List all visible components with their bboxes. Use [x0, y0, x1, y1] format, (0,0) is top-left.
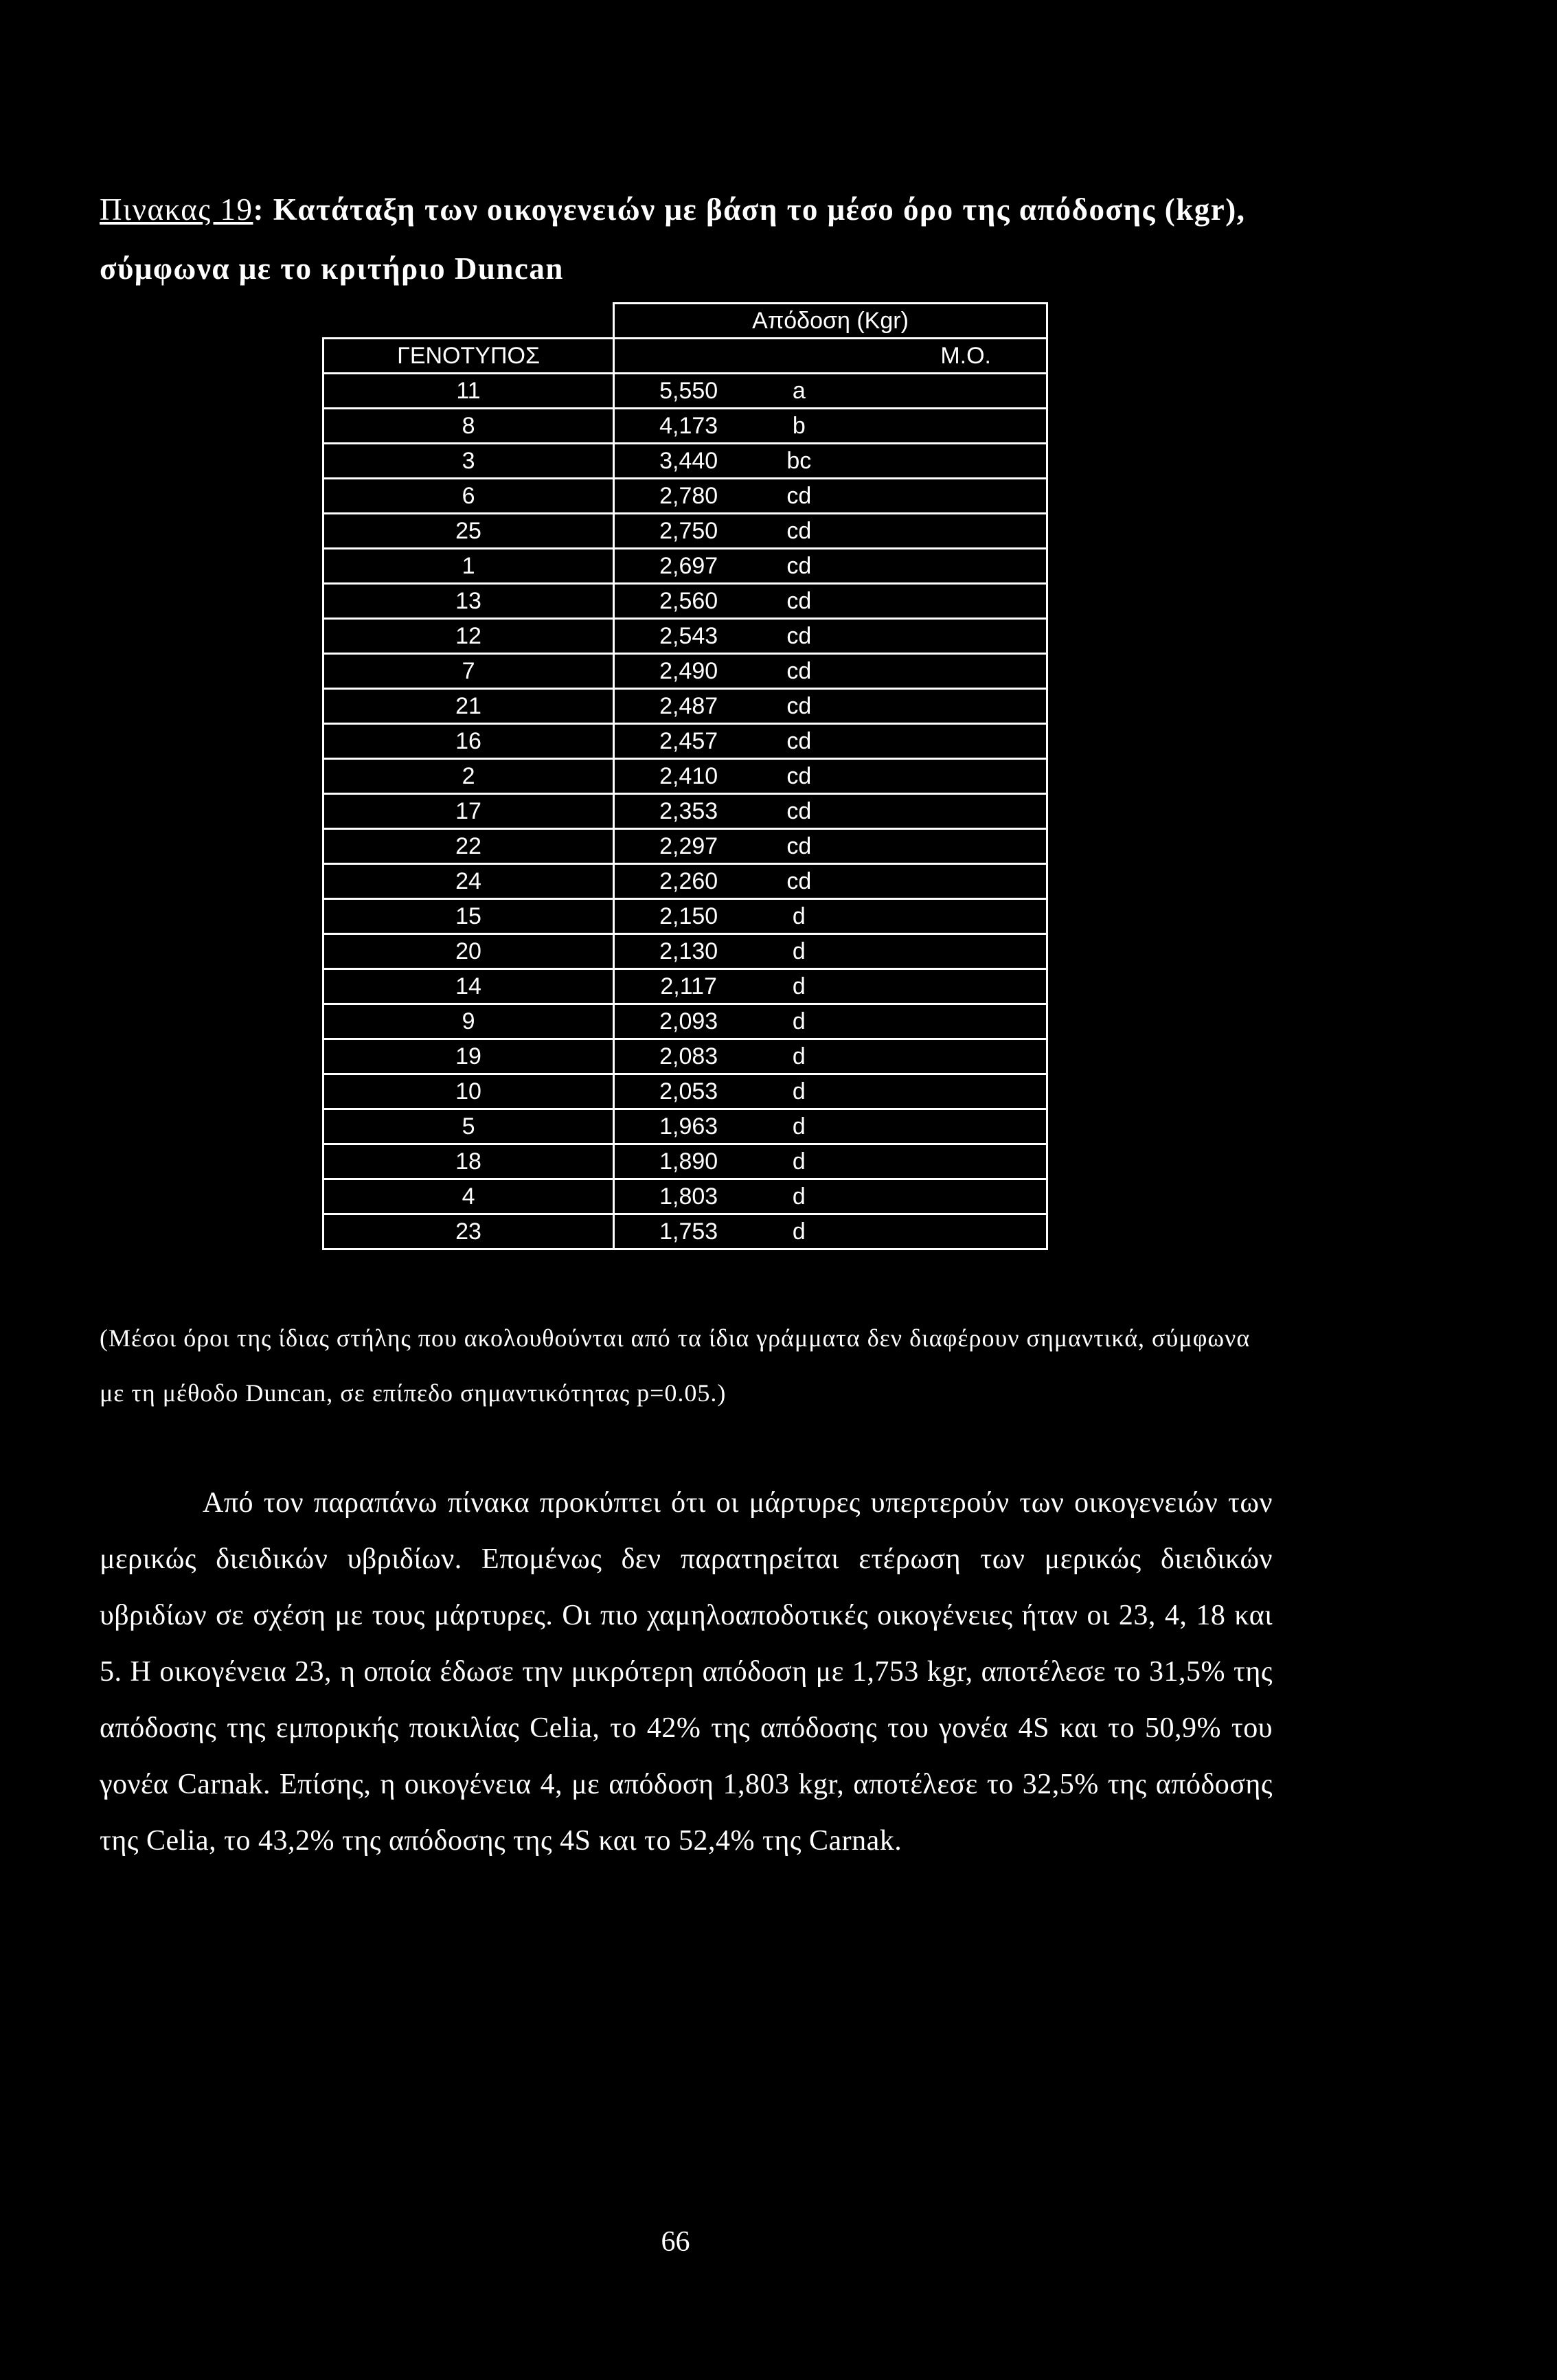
page-number: 66: [661, 2226, 690, 2258]
genotype-cell: 1: [323, 549, 614, 584]
table-row: [323, 1004, 1047, 1039]
group-letter: d: [792, 1078, 806, 1104]
mean-cell: 2,260: [614, 864, 763, 899]
genotype-cell: 3: [323, 444, 614, 479]
mean-cell: 2,353: [614, 794, 763, 829]
mean-cell: 2,457: [614, 724, 763, 759]
mean-cell: 2,083: [614, 1039, 763, 1074]
genotype-cell: 8: [323, 409, 614, 444]
group-cell: [762, 794, 1047, 829]
group-letter: d: [792, 903, 806, 929]
genotype-cell: 5: [323, 1109, 614, 1144]
table-row: [323, 724, 1047, 759]
mean-cell: 2,297: [614, 829, 763, 864]
group-cell: [762, 969, 1047, 1004]
group-cell: [762, 829, 1047, 864]
table-row: [323, 1144, 1047, 1179]
mean-cell: 1,803: [614, 1179, 763, 1214]
mean-cell: 5,550: [614, 374, 763, 409]
group-letter: cd: [786, 797, 812, 824]
table-row: [323, 549, 1047, 584]
table-row: [323, 654, 1047, 689]
mean-cell: 2,150: [614, 899, 763, 934]
table-row: [323, 1214, 1047, 1249]
genotype-cell: 23: [323, 1214, 614, 1249]
table-row: [323, 794, 1047, 829]
genotype-cell: 16: [323, 724, 614, 759]
group-letter: d: [792, 973, 806, 999]
group-letter: a: [792, 377, 806, 404]
table-header-row: [323, 339, 1047, 374]
group-cell: [762, 1004, 1047, 1039]
group-letter: d: [792, 1113, 806, 1140]
group-letter: d: [792, 1008, 806, 1034]
group-cell: [762, 1039, 1047, 1074]
mean-cell: 2,410: [614, 759, 763, 794]
table-row: [323, 479, 1047, 514]
mean-cell: 4,173: [614, 409, 763, 444]
mean-cell: 2,697: [614, 549, 763, 584]
group-letter: cd: [786, 587, 812, 614]
mean-cell: 1,963: [614, 1109, 763, 1144]
genotype-cell: 15: [323, 899, 614, 934]
empty-header-cell: [323, 304, 614, 339]
table-row: [323, 1179, 1047, 1214]
header-mean: Μ.Ο.: [614, 339, 1047, 374]
table-row: [323, 1109, 1047, 1144]
group-cell: [762, 584, 1047, 619]
table-row: [323, 969, 1047, 1004]
table-note: (Μέσοι όροι της ίδιας στήλης που ακολουθούνται από τα ίδια γράμματα δεν διαφέρουν σημαντικά, σύμφωνα με τη μέθοδο Duncan, σε επίπεδο σημαντικότητας p=0.05.): [100, 1324, 1251, 1407]
genotype-cell: 10: [323, 1074, 614, 1109]
group-letter: d: [792, 1218, 806, 1245]
group-letter: d: [792, 1043, 806, 1069]
genotype-cell: 20: [323, 934, 614, 969]
mean-cell: 2,093: [614, 1004, 763, 1039]
group-cell: [762, 899, 1047, 934]
table-row: [323, 759, 1047, 794]
genotype-cell: 13: [323, 584, 614, 619]
genotype-cell: 25: [323, 514, 614, 549]
genotype-cell: 22: [323, 829, 614, 864]
genotype-cell: 4: [323, 1179, 614, 1214]
group-cell: [762, 444, 1047, 479]
genotype-cell: 7: [323, 654, 614, 689]
group-cell: [762, 479, 1047, 514]
group-letter: cd: [786, 727, 812, 754]
mean-cell: 2,130: [614, 934, 763, 969]
mean-cell: 2,053: [614, 1074, 763, 1109]
group-letter: cd: [786, 622, 812, 649]
table-row: [323, 619, 1047, 654]
mean-cell: 1,753: [614, 1214, 763, 1249]
caption-label: Πινακας 19: [100, 192, 253, 227]
body-paragraph: Από τον παραπάνω πίνακα προκύπτει ότι οι μάρτυρες υπερτερούν των οικογενειών των μερικώς διειδικών υβριδίων. Επομένως δεν παρατηρείται ετέρωση των μερικώς διειδικών υβριδίων σε σχέση με τους μάρτυρες. Οι πιο χαμηλοαποδοτικές οικογένειες ήταν οι 23, 4, 18 και 5. Η οικογένεια 23, η οποία έδωσε την μικρότερη απόδοση με 1,753 kgr, αποτέλεσε το 31,5% της απόδοσης της εμπορικής ποικιλίας Celia, το 42% της απόδοσης του γονέα 4S και το 50,9% του γονέα Carnak. Επίσης, η οικογένεια 4, με απόδοση 1,803 kgr, αποτέλεσε το 32,5% της απόδοσης της Celia, το 43,2% της απόδοσης της 4S και το 52,4% της Carnak.: [100, 1487, 1273, 1857]
table-row: [323, 864, 1047, 899]
table-header-top-row: [323, 304, 1047, 339]
table-row: [323, 514, 1047, 549]
genotype-cell: 18: [323, 1144, 614, 1179]
group-cell: [762, 864, 1047, 899]
group-letter: cd: [786, 552, 812, 579]
mean-cell: 2,750: [614, 514, 763, 549]
group-letter: d: [792, 1183, 806, 1210]
mean-cell: 2,487: [614, 689, 763, 724]
group-letter: bc: [786, 447, 812, 474]
group-letter: cd: [786, 832, 812, 859]
mean-cell: 1,890: [614, 1144, 763, 1179]
group-cell: [762, 1144, 1047, 1179]
group-letter: cd: [786, 517, 812, 544]
group-cell: [762, 409, 1047, 444]
genotype-cell: 21: [323, 689, 614, 724]
mean-cell: 2,490: [614, 654, 763, 689]
group-cell: [762, 654, 1047, 689]
table-row: [323, 1074, 1047, 1109]
genotype-cell: 24: [323, 864, 614, 899]
group-cell: [762, 1179, 1047, 1214]
header-yield: Απόδοση (Kgr): [614, 304, 1047, 339]
group-cell: [762, 619, 1047, 654]
yield-table: [322, 302, 1048, 1250]
group-cell: [762, 689, 1047, 724]
caption-text: : Κατάταξη των οικογενειών με βάση το μέσο όρο της απόδοσης (kgr), σύμφωνα με το κριτήριο Duncan: [100, 192, 1246, 286]
table-row: [323, 409, 1047, 444]
group-letter: cd: [786, 762, 812, 789]
genotype-cell: 9: [323, 1004, 614, 1039]
table-row: [323, 584, 1047, 619]
table-row: [323, 689, 1047, 724]
group-cell: [762, 549, 1047, 584]
mean-cell: 2,780: [614, 479, 763, 514]
group-letter: cd: [786, 692, 812, 719]
group-letter: b: [792, 412, 806, 439]
group-letter: cd: [786, 868, 812, 894]
group-cell: [762, 514, 1047, 549]
genotype-cell: 11: [323, 374, 614, 409]
mean-cell: 2,560: [614, 584, 763, 619]
mean-cell: 3,440: [614, 444, 763, 479]
genotype-cell: 14: [323, 969, 614, 1004]
group-cell: [762, 374, 1047, 409]
mean-cell: 2,117: [614, 969, 763, 1004]
table-row: [323, 374, 1047, 409]
group-cell: [762, 1214, 1047, 1249]
group-letter: cd: [786, 482, 812, 509]
group-cell: [762, 724, 1047, 759]
group-cell: [762, 1074, 1047, 1109]
group-cell: [762, 759, 1047, 794]
genotype-cell: 12: [323, 619, 614, 654]
group-letter: d: [792, 1148, 806, 1175]
table-row: [323, 829, 1047, 864]
table-row: [323, 444, 1047, 479]
group-cell: [762, 934, 1047, 969]
table-row: [323, 899, 1047, 934]
genotype-cell: 2: [323, 759, 614, 794]
header-genotype: ΓΕΝΟΤΥΠΟΣ: [323, 339, 614, 374]
table-caption: [100, 180, 1281, 298]
genotype-cell: 17: [323, 794, 614, 829]
group-cell: [762, 1109, 1047, 1144]
genotype-cell: 19: [323, 1039, 614, 1074]
table-row: [323, 1039, 1047, 1074]
group-letter: d: [792, 938, 806, 964]
mean-cell: 2,543: [614, 619, 763, 654]
group-letter: cd: [786, 657, 812, 684]
genotype-cell: 6: [323, 479, 614, 514]
table-row: [323, 934, 1047, 969]
